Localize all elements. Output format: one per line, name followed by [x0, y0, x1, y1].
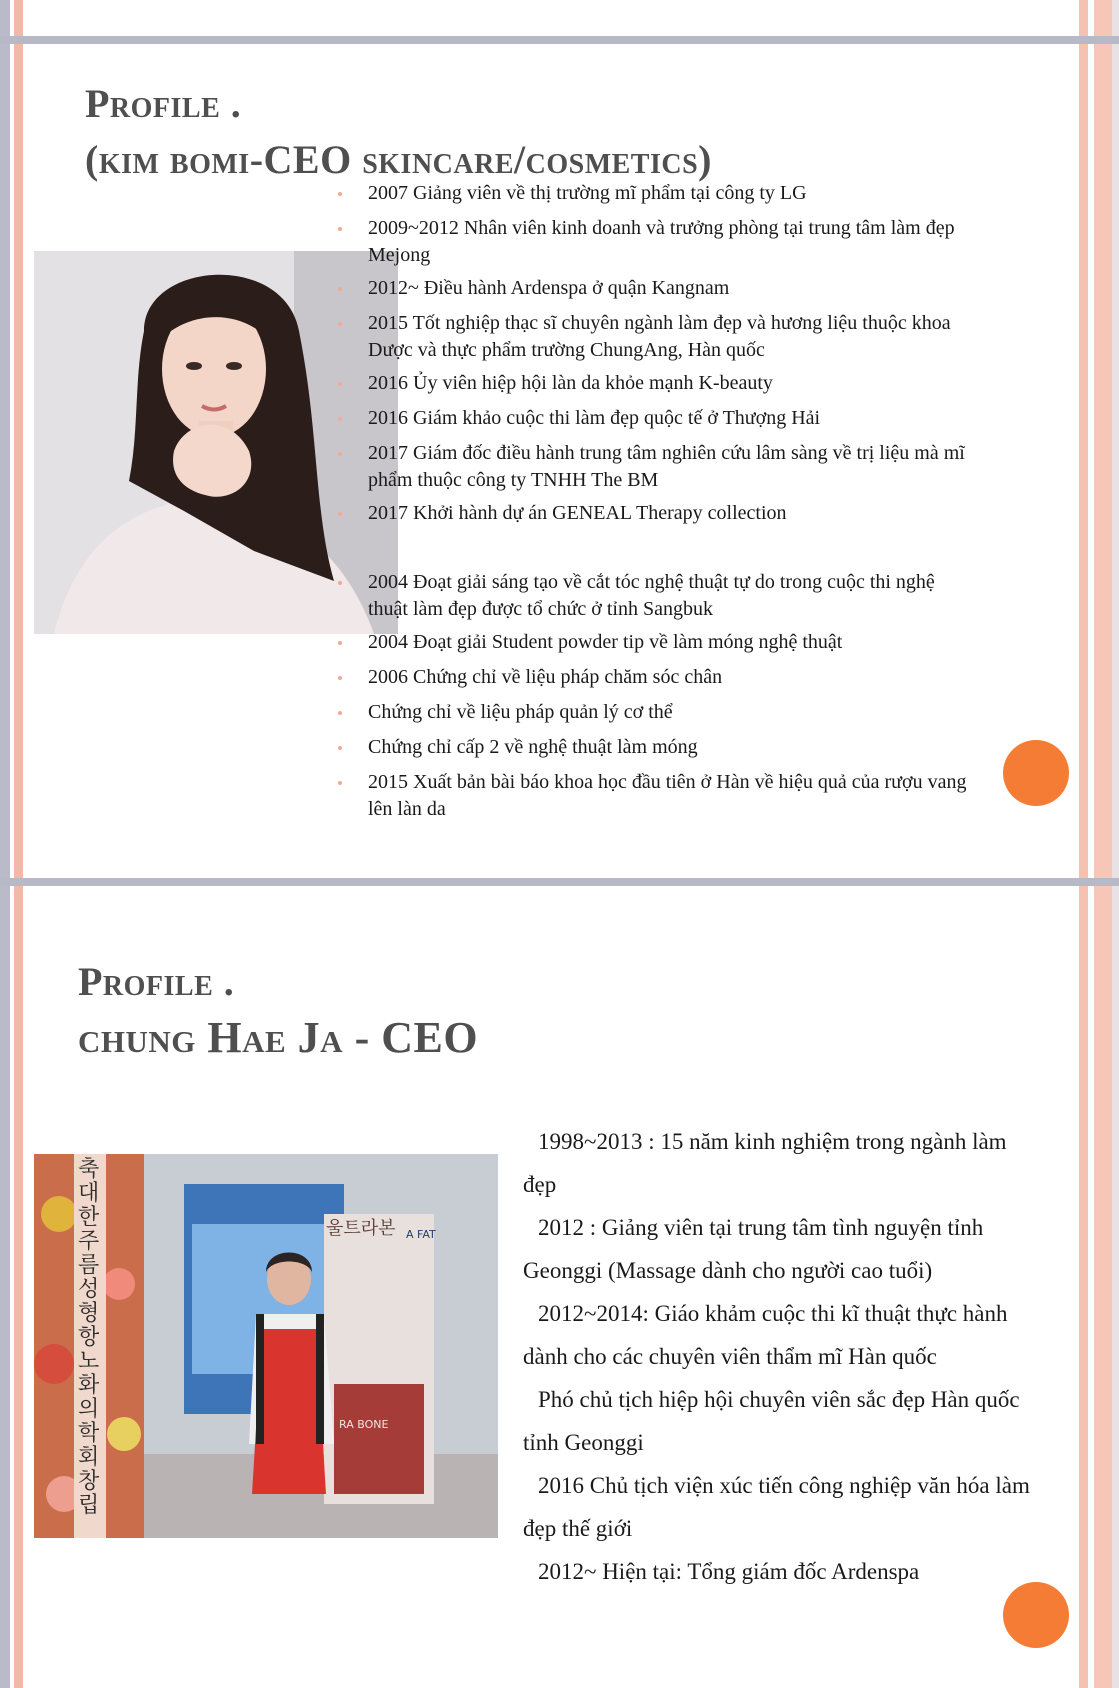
list-item: 2017 Khởi hành dự án GENEAL Therapy collection — [338, 500, 978, 527]
profile-1-title: Profile . — [85, 81, 242, 126]
profile-2-subtitle: chung Hae Ja - CEO — [78, 1013, 479, 1062]
bullet-dot — [338, 641, 342, 645]
career-paragraph: Phó chủ tịch hiệp hội chuyên viên sắc đẹp Hàn quốc tỉnh Geonggi — [523, 1387, 1020, 1455]
bullet-dot — [338, 287, 342, 291]
list-item: 2016 Giám khảo cuộc thi làm đẹp quộc tế ở Thượng Hải — [338, 405, 978, 432]
bullet-dot — [338, 322, 342, 326]
list-item: 2007 Giảng viên về thị trường mĩ phẩm tại công ty LG — [338, 180, 978, 207]
list-item: Chứng chỉ cấp 2 về nghệ thuật làm móng — [338, 734, 978, 761]
poster-sign-text: 울트라본 — [326, 1218, 396, 1239]
poster-bone-text: RA BONE — [339, 1418, 389, 1431]
bullet-dot — [338, 382, 342, 386]
list-item: 2015 Xuất bản bài báo khoa học đầu tiên ở Hàn về hiệu quả của rượu vang lên làn da — [338, 769, 978, 823]
list-item: 2009~2012 Nhân viên kinh doanh và trưởng phòng tại trung tâm làm đẹp Mejong — [338, 215, 978, 269]
right-border-pink-wide — [1094, 0, 1112, 1688]
bullet-dot — [338, 581, 342, 585]
career-paragraph: 2016 Chủ tịch viện xúc tiến công nghiệp văn hóa làm đẹp thế giới — [523, 1473, 1030, 1541]
left-border-pink — [14, 0, 23, 1688]
career-paragraph: 2012~ Hiện tại: Tổng giám đốc Ardenspa — [538, 1559, 920, 1584]
orange-circle-decoration — [1003, 1582, 1069, 1648]
bullet-dot — [338, 512, 342, 516]
career-paragraph: 2012 : Giảng viên tại trung tâm tình nguyện tỉnh Geonggi (Massage dành cho người cao tuổi) — [523, 1215, 984, 1283]
wreath-banner-text: 축대한주름성형항노화의학회창립 — [78, 1157, 100, 1518]
orange-circle-decoration — [1003, 740, 1069, 806]
profile-2-title: Profile . — [78, 959, 235, 1004]
list-item: 2006 Chứng chỉ về liệu pháp chăm sóc chân — [338, 664, 978, 691]
list-item: 2017 Giám đốc điều hành trung tâm nghiên cứu lâm sàng về trị liệu mà mĩ phẩm thuộc công ty TNHH The BM — [338, 440, 978, 494]
list-item: 2015 Tốt nghiệp thạc sĩ chuyên ngành làm đẹp và hương liệu thuộc khoa Dược và thực phẩm trường ChungAng, Hàn quốc — [338, 310, 978, 364]
profile-slide-2 — [28, 890, 1076, 1688]
bullet-dot — [338, 192, 342, 196]
list-item: 2004 Đoạt giải Student powder tip về làm móng nghệ thuật — [338, 629, 978, 656]
left-border-gray — [0, 0, 10, 1688]
list-item: 2016 Ủy viên hiệp hội làn da khỏe mạnh K-beauty — [338, 370, 978, 397]
profile-slide-1 — [28, 48, 1076, 878]
list-item: 2012~ Điều hành Ardenspa ở quận Kangnam — [338, 275, 978, 302]
profile-2-career-paragraphs — [523, 1120, 1033, 1593]
bullet-dot — [338, 227, 342, 231]
poster-fat-text: A FAT — [406, 1228, 436, 1241]
list-item: 2004 Đoạt giải sáng tạo về cắt tóc nghệ thuật tự do trong cuộc thi nghệ thuật làm đẹp được tổ chức ở tỉnh Sangbuk — [338, 569, 978, 623]
profile-1-career-list — [338, 180, 978, 823]
event-photo-chung-hae-ja — [34, 1154, 498, 1538]
profile-1-subtitle: (kim bomi-CEO skincare/cosmetics) — [85, 137, 712, 182]
list-item: Chứng chỉ về liệu pháp quản lý cơ thể — [338, 699, 978, 726]
career-paragraph: 1998~2013 : 15 năm kinh nghiệm trong ngành làm đẹp — [523, 1129, 1007, 1197]
bullet-dot — [338, 781, 342, 785]
career-paragraph: 2012~2014: Giáo khảm cuộc thi kĩ thuật thực hành dành cho các chuyên viên thẩm mĩ Hàn quốc — [523, 1301, 1008, 1369]
slide-divider-middle — [0, 878, 1119, 886]
bullet-dot — [338, 417, 342, 421]
bullet-dot — [338, 676, 342, 680]
bullet-dot — [338, 711, 342, 715]
bullet-dot — [338, 746, 342, 750]
bullet-dot — [338, 452, 342, 456]
right-border-gray — [1112, 0, 1119, 1688]
right-border-pink — [1079, 0, 1088, 1688]
slide-divider-top — [0, 36, 1119, 44]
